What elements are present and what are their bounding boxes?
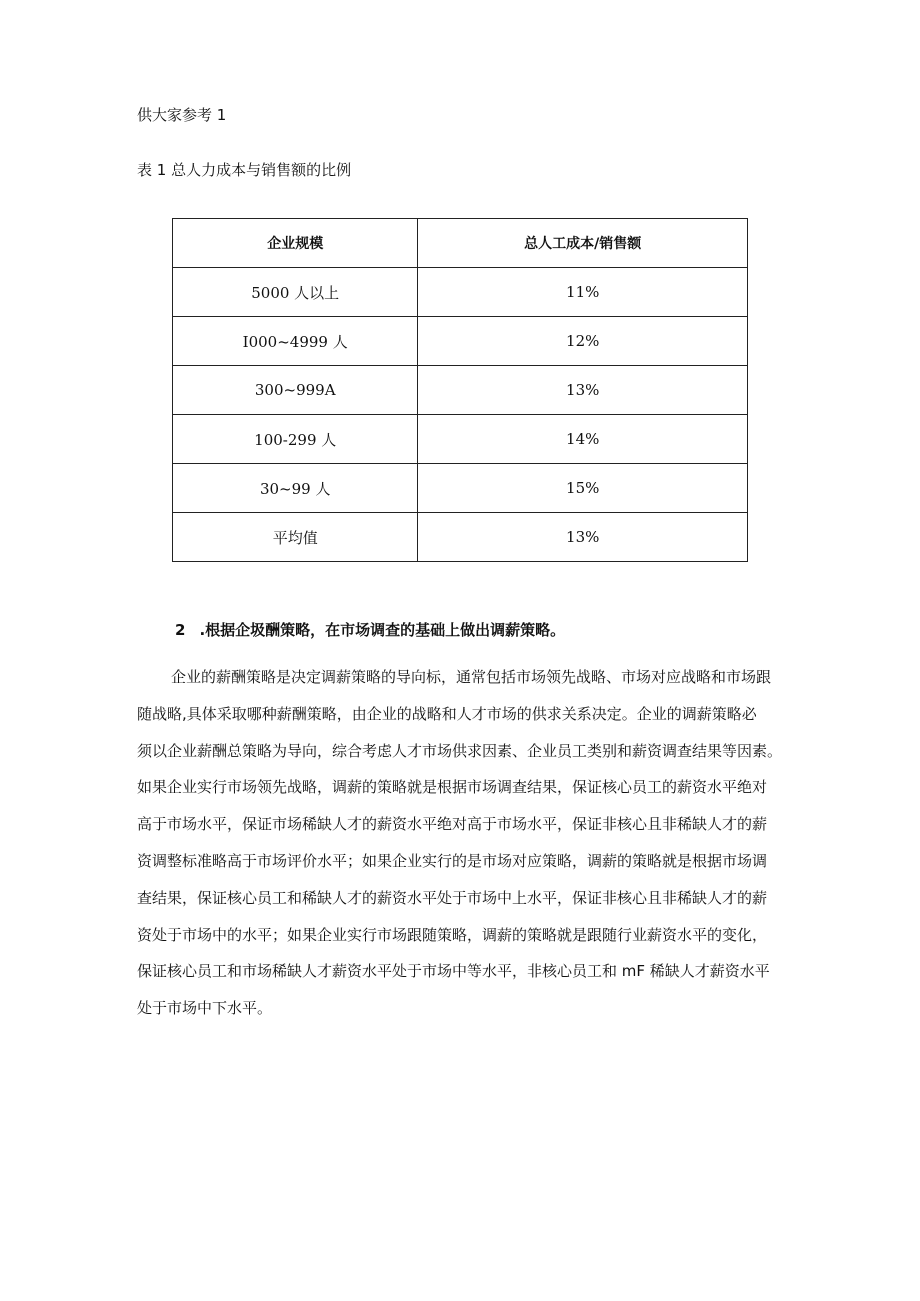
- section-number: 2: [175, 621, 186, 639]
- section-heading: [175, 619, 565, 641]
- paragraph-line: 企业的薪酬策略是决定调薪策略的导向标，通常包括市场领先战略、市场对应战略和市场跟: [171, 668, 772, 686]
- column-header-ratio: 总人工成本/销售额: [418, 219, 748, 268]
- cell-size: 30~99 人: [173, 464, 418, 513]
- table-row: [173, 415, 748, 464]
- table-row: [173, 464, 748, 513]
- paragraph-line: 高于市场水平，保证市场稀缺人才的薪资水平绝对高于市场水平，保证非核心且非稀缺人才的薪: [137, 815, 768, 834]
- paragraph-line: 如果企业实行市场领先战略，调薪的策略就是根据市场调查结果，保证核心员工的薪资水平绝对: [137, 778, 768, 797]
- table-header-row: [173, 219, 748, 268]
- paragraph-line: 须以企业薪酬总策略为导向，综合考虑人才市场供求因素、企业员工类别和薪资调查结果等因素。: [137, 741, 783, 760]
- reference-note: 供大家参考 1: [137, 106, 227, 124]
- paragraph-line: 查结果，保证核心员工和稀缺人才的薪资水平处于市场中上水平，保证非核心且非稀缺人才的薪: [137, 888, 768, 907]
- cell-ratio: 14%: [418, 415, 748, 464]
- paragraph-line: 随战略,具体采取哪种薪酬策略，由企业的战略和人才市场的供求关系决定。企业的调薪策略必: [137, 704, 757, 723]
- cell-size: 平均值: [173, 513, 418, 562]
- cell-size: I000~4999 人: [173, 317, 418, 366]
- column-header-size: 企业规模: [173, 219, 418, 268]
- table-caption: 表 1 总人力成本与销售额的比例: [137, 161, 352, 179]
- paragraph-line: 资调整标准略高于市场评价水平；如果企业实行的是市场对应策略，调薪的策略就是根据市场调: [137, 851, 768, 870]
- table-row: [173, 268, 748, 317]
- cell-size: 300~999A: [173, 366, 418, 415]
- cell-ratio: 13%: [418, 513, 748, 562]
- cost-ratio-table: [172, 218, 748, 562]
- paragraph-line: 资处于市场中的水平；如果企业实行市场跟随策略，调薪的策略就是跟随行业薪资水平的变化，: [137, 925, 768, 944]
- paragraph-line: 保证核心员工和市场稀缺人才薪资水平处于市场中等水平，非核心员工和 mF 稀缺人才薪资水平: [137, 962, 770, 981]
- table-row: [173, 366, 748, 415]
- cell-ratio: 15%: [418, 464, 748, 513]
- cell-ratio: 11%: [418, 268, 748, 317]
- body-paragraph: [137, 659, 792, 1027]
- section-heading-text: .根据企圾酬策略，在市场调查的基础上做出调薪策略。: [199, 621, 566, 639]
- cell-size: 100-299 人: [173, 415, 418, 464]
- table-row: [173, 317, 748, 366]
- paragraph-line: 处于市场中下水平。: [137, 999, 273, 1018]
- table-row: [173, 513, 748, 562]
- cell-ratio: 13%: [418, 366, 748, 415]
- cell-ratio: 12%: [418, 317, 748, 366]
- cell-size: 5000 人以上: [173, 268, 418, 317]
